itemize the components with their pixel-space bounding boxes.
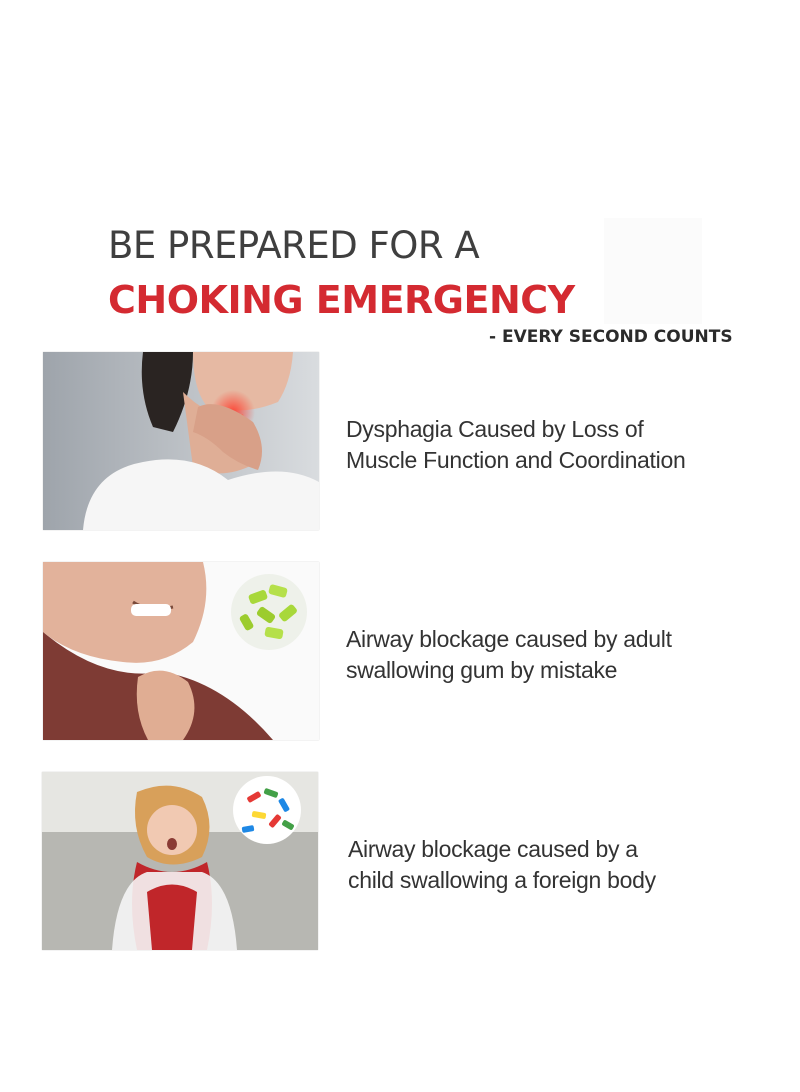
heading-line-1: BE PREPARED FOR A [108,224,480,267]
list-item-gum [0,562,800,742]
caption-child [348,834,656,896]
list-item-dysphagia [0,352,800,532]
caption-line-2: Muscle Function and Coordination [346,447,686,473]
woman-throat-pain-photo [43,352,319,530]
tagline: - EVERY SECOND COUNTS [489,327,733,347]
caption-line-2: swallowing gum by mistake [346,657,618,683]
heading-line-2: CHOKING EMERGENCY [108,278,575,322]
caption-gum [346,624,672,686]
caption-line-1: Airway blockage caused by adult [346,626,672,652]
faint-background-box [604,218,702,324]
man-choking-gum-photo [43,562,319,740]
caption-line-2: child swallowing a foreign body [348,867,656,893]
caption-line-1: Airway blockage caused by a [348,836,638,862]
caption-line-1: Dysphagia Caused by Loss of [346,416,644,442]
page-heading [108,222,575,328]
caption-dysphagia [346,414,685,476]
list-item-child [0,772,800,952]
child-choking-photo [42,772,318,950]
